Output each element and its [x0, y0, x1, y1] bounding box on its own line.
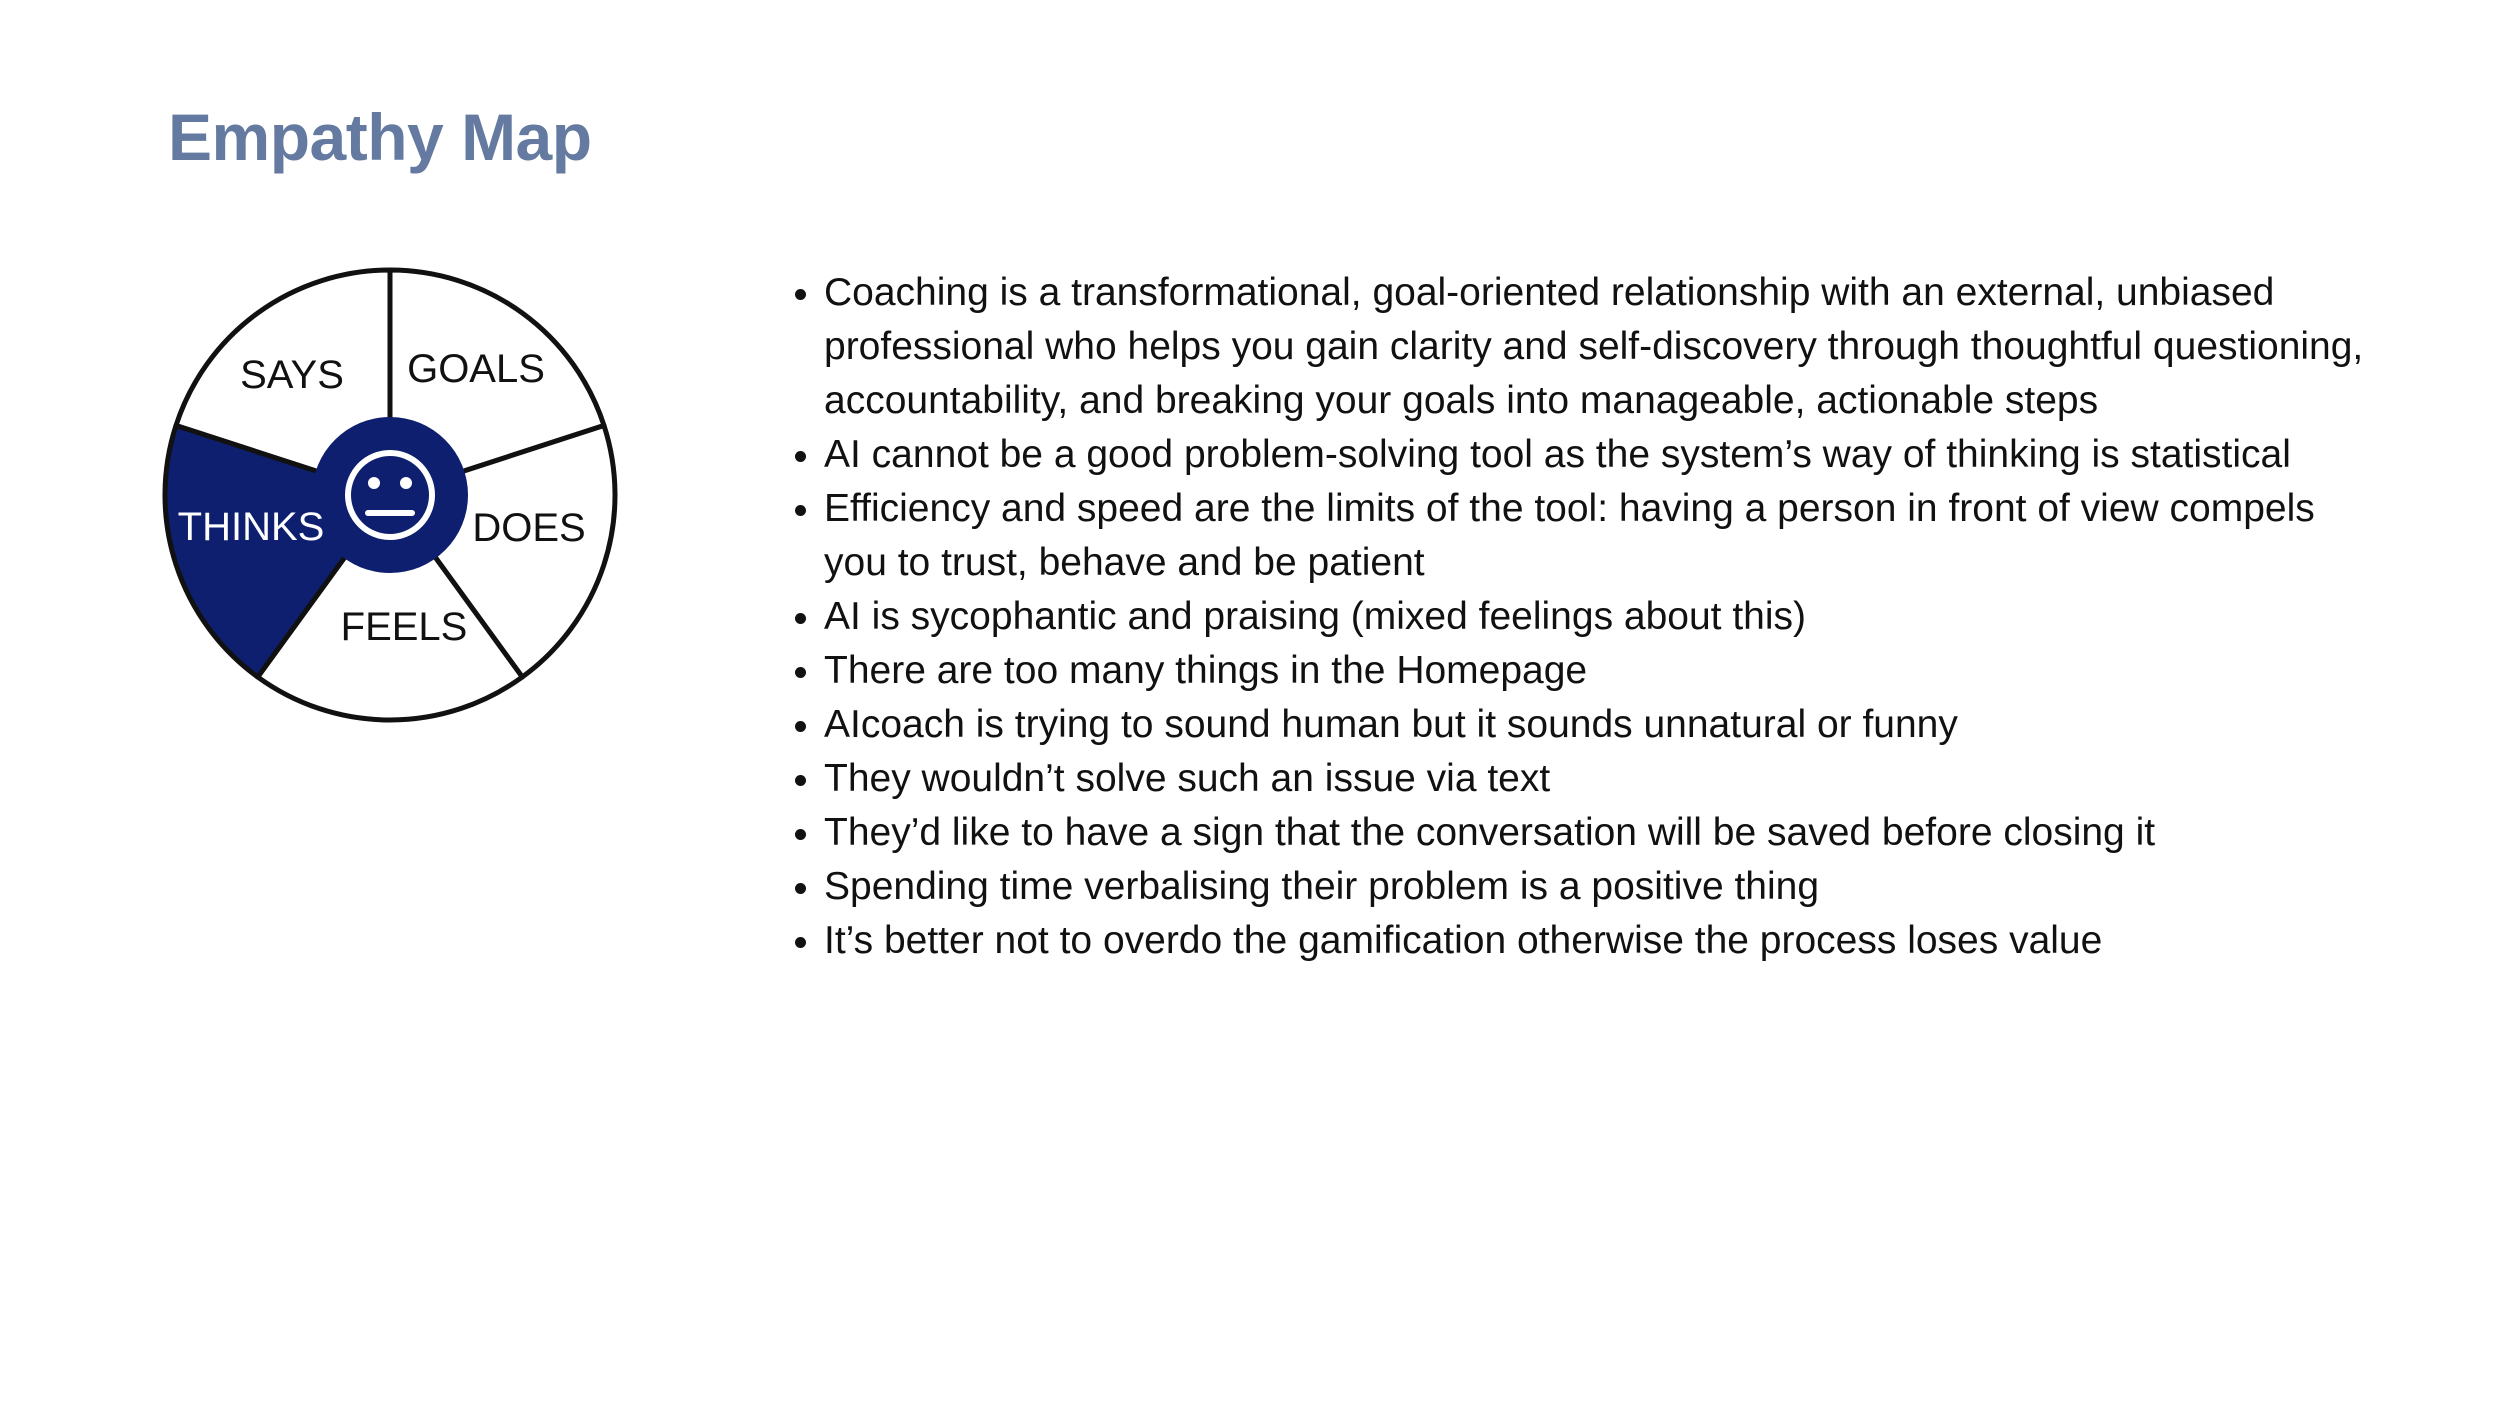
page-title: Empathy Map [168, 100, 592, 174]
list-item: • AIcoach is trying to sound human but it sounds unnatural or funny [824, 698, 2384, 752]
insights-list [780, 266, 2384, 968]
segment-label-does: DOES [472, 506, 586, 550]
list-item: • Coaching is a transformational, goal-oriented relationship with an external, unbiased professional who helps you gain clarity and self-discovery through thoughtful questioning, accountability, and breaking your goals into manageable, actionable steps [824, 266, 2384, 428]
list-item: • It’s better not to overdo the gamification otherwise the process loses value [824, 914, 2384, 968]
list-item: • Efficiency and speed are the limits of the tool: having a person in front of view compels you to trust, behave and be patient [824, 482, 2384, 590]
list-item: • There are too many things in the Homepage [824, 644, 2384, 698]
segment-label-says: SAYS [240, 353, 344, 397]
list-item: • They’d like to have a sign that the conversation will be saved before closing it [824, 806, 2384, 860]
center-hub [312, 417, 468, 573]
empathy-map-wheel [150, 255, 630, 735]
segment-label-goals: GOALS [407, 347, 545, 391]
list-item: • AI cannot be a good problem-solving tool as the system’s way of thinking is statistical [824, 428, 2384, 482]
list-item: • Spending time verbalising their problem is a positive thing [824, 860, 2384, 914]
list-item: • AI is sycophantic and praising (mixed feelings about this) [824, 590, 2384, 644]
segment-label-thinks: THINKS [177, 505, 325, 549]
list-item: • They wouldn’t solve such an issue via text [824, 752, 2384, 806]
segment-label-feels: FEELS [340, 605, 468, 649]
